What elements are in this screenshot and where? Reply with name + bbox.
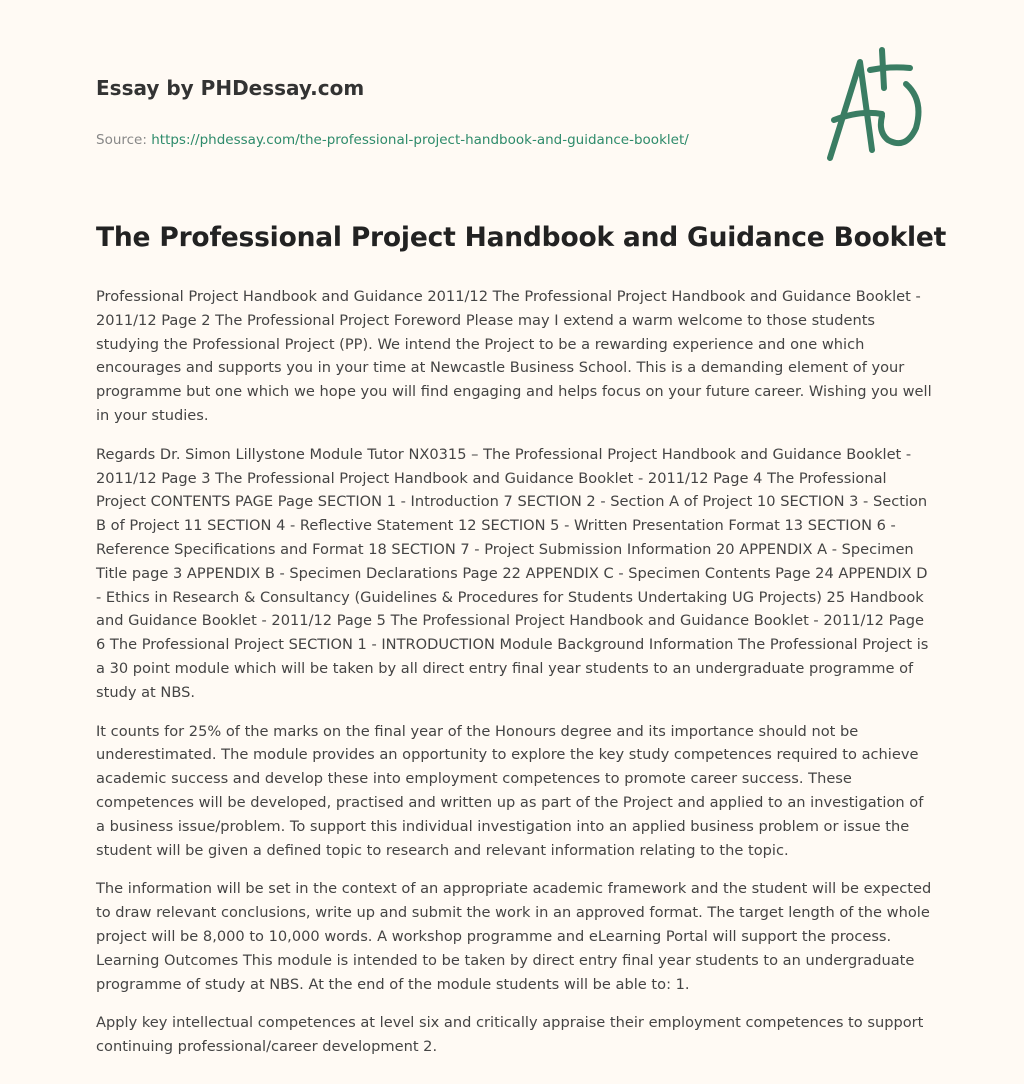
source-line — [96, 132, 689, 148]
a-plus-logo-icon — [820, 40, 930, 165]
essay-header — [96, 76, 689, 148]
paragraph: The information will be set in the context of an appropriate academic framework and the student will be expected to draw relevant conclusions, write up and submit the work in an approved format. The target length of the whole project will be 8,000 to 10,000 words. A workshop programme and eLearning Portal will support the process. Learning Outcomes This module is intended to be taken by direct entry final year students to an undergraduate programme of study at NBS. At the end of the module students will be able to: 1. — [96, 880, 932, 993]
source-link[interactable]: https://phdessay.com/the-professional-project-handbook-and-guidance-booklet/ — [151, 132, 689, 148]
article-body — [96, 285, 932, 1074]
paragraph: It counts for 25% of the marks on the final year of the Honours degree and its importance should not be underestimated. The module provides an opportunity to explore the key study competences required to achieve academic success and develop these into employment competences to promote career success. These competences will be developed, practised and written up as part of the Project and applied to an investigation of a business issue/problem. To support this individual investigation into an applied business problem or issue the student will be given a defined topic to research and relevant information relating to the topic. — [96, 722, 924, 859]
paragraph: Regards Dr. Simon Lillystone Module Tutor NX0315 – The Professional Project Handbook and Guidance Booklet - 2011/12 Page 3 The Professional Project Handbook and Guidance Booklet - 2011/12 Page 4 The Professional Project CONTENTS PAGE Page SECTION 1 - Introduction 7 SECTION 2 - Section A of Project 10 SECTION 3 - Section B of Project 11 SECTION 4 - Reflective Statement 12 SECTION 5 - Written Presentation Format 13 SECTION 6 - Reference Specifications and Format 18 SECTION 7 - Project Submission Information 20 APPENDIX A - Specimen Title page 3 APPENDIX B - Specimen Declarations Page 22 APPENDIX C - Specimen Contents Page 24 APPENDIX D - Ethics in Research & Consultancy (Guidelines & Procedures for Students Undertaking UG Projects) 25 Handbook and Guidance Booklet - 2011/12 Page 5 The Professional Project Handbook and Guidance Booklet - 2011/12 Page 6 The Professional Project SECTION 1 - INTRODUCTION Module Background Information The Professional Project is a 30 point module which will be taken by all direct entry final year students to an undergraduate programme of study at NBS. — [96, 445, 929, 701]
article-title: The Professional Project Handbook and Guidance Booklet — [96, 222, 947, 253]
source-label: Source: — [96, 132, 147, 148]
paragraph: Professional Project Handbook and Guidance 2011/12 The Professional Project Handbook and Guidance Booklet - 2011/12 Page 2 The Professional Project Foreword Please may I extend a warm welcome to those students studying the Professional Project (PP). We intend the Project to be a rewarding experience and one which encourages and supports you in your time at Newcastle Business School. This is a demanding element of your programme but one which we hope you will find engaging and helps focus on your future career. Wishing you well in your studies. — [96, 288, 932, 424]
brand-title: Essay by PHDessay.com — [96, 76, 365, 100]
paragraph: Apply key intellectual competences at level six and critically appraise their employment competences to support continuing professional/career development 2. — [96, 1014, 924, 1056]
